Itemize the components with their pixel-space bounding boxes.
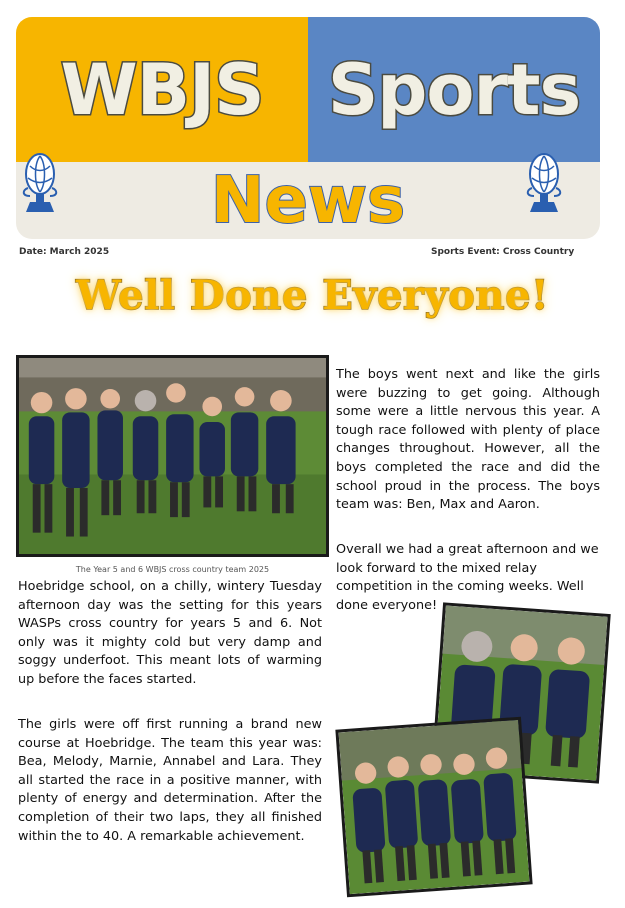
article-paragraph-1: Hoebridge school, on a chilly, wintery Tuesday afternoon day was the setting for this years WASPs cross country for years 5 and 6. Not only was it mighty cold but very damp and soggy underfoot. This meant lots of warming up before the faces started. [18, 579, 322, 687]
article-paragraph-4: Overall we had a great afternoon and we look forward to the mixed relay competition in the coming weeks. Well done everyone! [336, 542, 599, 613]
issue-date: Date: March 2025 [19, 247, 110, 257]
masthead-banner [16, 17, 600, 239]
masthead-title-sports: Sports [327, 48, 581, 131]
article-paragraph-2: The girls were off first running a brand new course at Hoebridge. The team this year was: Bea, Melody, Marnie, Annabel and Lara. They all started the race in a positive manner, with plenty of energy and determination. After the completion of their two laps, they all finished within the to 40. A remarkable achievement. [18, 717, 322, 844]
headline: Well Done Everyone! [75, 272, 549, 319]
article-paragraph-3: The boys went next and like the girls were buzzing to get going. Although some were a little nervous this year. A tough race followed with plenty of place changes throughout. However, all the boys completed the race and did the school proud in the process. The boys team was: Ben, Max and Aaron. [336, 367, 600, 513]
girls-team-photo [335, 717, 532, 898]
trophy-icon [18, 150, 62, 216]
masthead-bottom-panel [16, 162, 600, 239]
masthead-title-news: News [210, 163, 406, 238]
masthead-left-panel [16, 17, 308, 162]
sports-event: Sports Event: Cross Country [431, 247, 575, 257]
masthead-right-panel [308, 17, 600, 162]
team-photo-caption: The Year 5 and 6 WBJS cross country team 2025 [75, 565, 270, 574]
masthead-title-wbjs: WBJS [60, 48, 264, 131]
trophy-icon [522, 150, 566, 216]
team-photo [16, 355, 329, 557]
